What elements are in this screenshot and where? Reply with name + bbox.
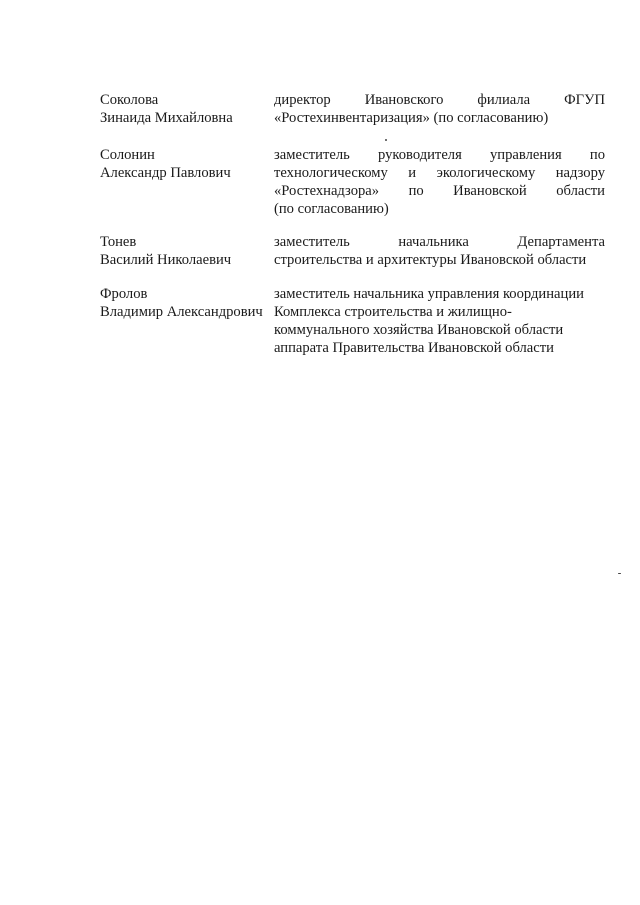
- member-name: [100, 91, 275, 127]
- member-position: [274, 91, 605, 127]
- member-name: [100, 285, 275, 321]
- member-given-names: Зинаида Михайловна: [100, 110, 233, 126]
- position-line: заместитель руководителя управления по: [274, 147, 605, 163]
- member-surname: Фролов: [100, 286, 148, 302]
- member-position: [274, 233, 605, 269]
- position-line: «Ростехнадзора» по Ивановской области: [274, 183, 605, 199]
- member-given-names: Владимир Александрович: [100, 304, 263, 320]
- member-position: [274, 146, 605, 218]
- position-line: строительства и архитектуры Ивановской области: [274, 252, 587, 268]
- member-given-names: Василий Николаевич: [100, 252, 232, 268]
- position-line: Комплекса строительства и жилищно-: [274, 304, 512, 320]
- member-name: [100, 233, 275, 269]
- member-position: [274, 285, 605, 357]
- position-line: аппарата Правительства Ивановской области: [274, 340, 554, 356]
- member-surname: Тонев: [100, 234, 137, 250]
- position-line: «Ростехинвентаризация» (по согласованию): [274, 110, 549, 126]
- position-line: (по согласованию): [274, 201, 389, 217]
- member-surname: Солонин: [100, 147, 155, 163]
- scan-speck: [385, 139, 387, 141]
- position-line: заместитель начальника управления координации: [274, 286, 584, 302]
- scan-speck: [618, 573, 621, 574]
- position-line: технологическому и экологическому надзору: [274, 165, 605, 181]
- position-line: заместитель начальника Департамента: [274, 234, 605, 250]
- member-surname: Соколова: [100, 92, 159, 108]
- member-name: [100, 146, 275, 182]
- position-line: директор Ивановского филиала ФГУП: [274, 92, 605, 108]
- member-given-names: Александр Павлович: [100, 165, 231, 181]
- position-line: коммунального хозяйства Ивановской области: [274, 322, 564, 338]
